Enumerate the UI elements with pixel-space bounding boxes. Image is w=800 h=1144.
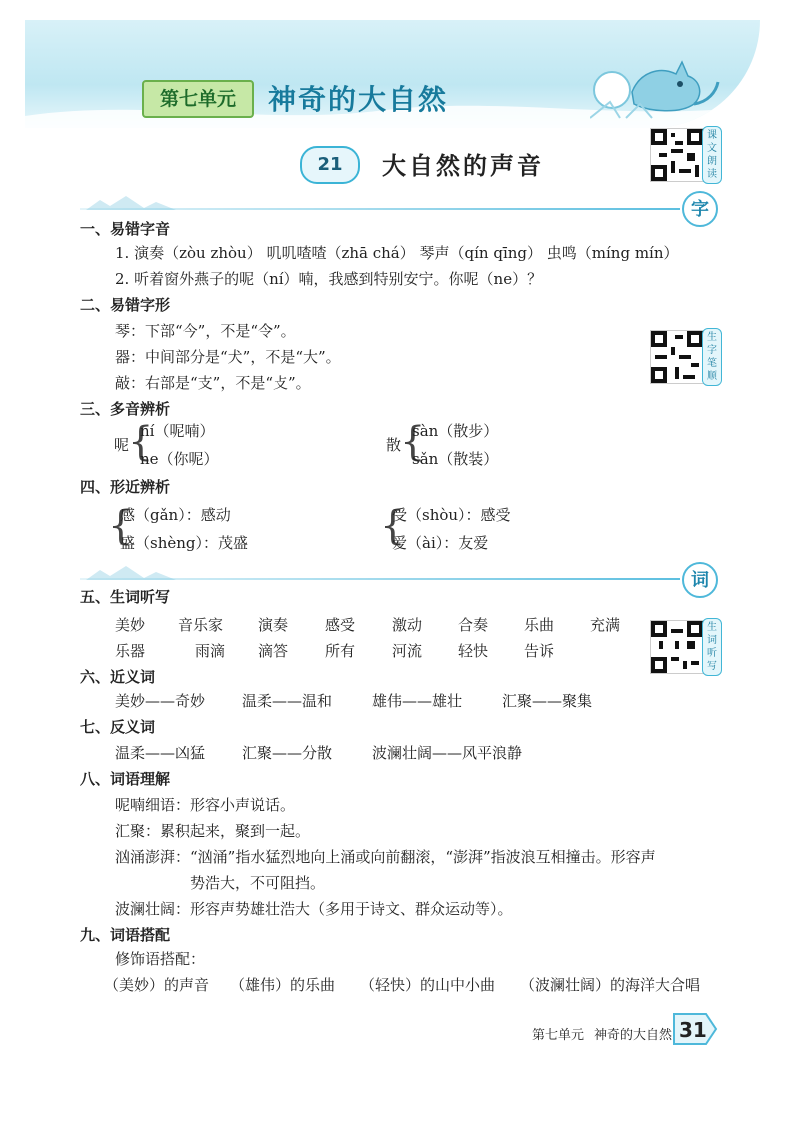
words-badge: 词: [682, 562, 718, 598]
footer-title: 神奇的大自然: [594, 1028, 673, 1043]
glyph-line-2: 器：中间部分是“犬”，不是“大”。: [115, 348, 341, 366]
meaning-line: 汹涌澎湃：“汹涌”指水猛烈地向上涌或向前翻滚，“澎湃”指波浪互相撞击。形容声: [115, 848, 656, 866]
similar-right-2: 爱（ài）：友爱: [392, 534, 489, 552]
meaning-line: 汇聚：累积起来，聚到一起。: [115, 822, 311, 840]
brace-icon: {: [128, 419, 154, 465]
qr-pattern-icon: [651, 129, 703, 181]
glyph-line-1: 琴：下部“今”，不是“令”。: [115, 322, 296, 340]
dictation-word: 乐器: [115, 642, 146, 660]
qr-code-dictation[interactable]: [650, 620, 704, 674]
polyphone-char-san: 散: [386, 436, 402, 454]
meaning-line: 呢喃细语：形容小声说话。: [115, 796, 296, 814]
section-title-dictation: 五、生词听写: [80, 588, 171, 606]
glyph-line-3: 敲：右部是“支”，不是“攴”。: [115, 374, 311, 392]
dictation-word: 音乐家: [178, 616, 224, 634]
collocation-item: （雄伟）的乐曲: [230, 976, 336, 994]
dictation-word: 感受: [325, 616, 356, 634]
antonym-pair: 波澜壮阔——风平浪静: [372, 744, 523, 762]
dictation-word: 告诉: [524, 642, 555, 660]
section-title-polyphones: 三、多音辨析: [80, 400, 171, 418]
similar-left-2: 盛（shèng）：茂盛: [120, 534, 248, 552]
dictation-word: 滴答: [258, 642, 289, 660]
synonym-pair: 温柔——温和: [242, 692, 333, 710]
collocation-intro: 修饰语搭配：: [115, 950, 206, 968]
unit-label: 第七单元: [142, 80, 254, 118]
qr-pattern-icon: [651, 331, 703, 383]
collocation-item: （美妙）的声音: [104, 976, 210, 994]
similar-right-1: 受（shòu）：感受: [392, 506, 511, 524]
synonym-pair: 汇聚——聚集: [502, 692, 593, 710]
section-title-word-meaning: 八、词语理解: [80, 770, 171, 788]
antonym-pair: 温柔——凶猛: [115, 744, 206, 762]
qr-tag-strokes: 生字笔顺: [702, 328, 722, 386]
qr-tag-reading: 课文朗读: [702, 126, 722, 184]
synonym-pair: 雄伟——雄壮: [372, 692, 463, 710]
pronunciation-line-1: 1. 演奏（zòu zhòu） 叽叽喳喳（zhā chá） 琴声（qín qīng） 虫鸣（míng mín）: [115, 244, 679, 262]
antonym-pair: 汇聚——分散: [242, 744, 333, 762]
section-title-pronunciation: 一、易错字音: [80, 220, 171, 238]
section-title-glyphs: 二、易错字形: [80, 296, 171, 314]
section-title-collocations: 九、词语搭配: [80, 926, 171, 944]
polyphone-ni-1: ní（呢喃）: [140, 422, 215, 440]
unit-title: 神奇的大自然: [268, 83, 449, 116]
polyphone-san-1: sàn（散步）: [412, 422, 499, 440]
dictation-word: 河流: [392, 642, 423, 660]
characters-badge: 字: [682, 191, 718, 227]
pronunciation-line-2: 2. 听着窗外燕子的呢（ní）喃，我感到特别安宁。你呢（ne）？: [115, 270, 543, 288]
brace-icon: {: [108, 503, 134, 549]
section-divider-words: [80, 578, 680, 580]
meaning-line: 势浩大，不可阻挡。: [190, 874, 326, 892]
collocation-item: （轻快）的山中小曲: [360, 976, 496, 994]
dictation-word: 演奏: [258, 616, 289, 634]
section-title-antonyms: 七、反义词: [80, 718, 156, 736]
qr-code-reading[interactable]: [650, 128, 704, 182]
page-number: 31: [679, 1018, 707, 1042]
qr-code-strokes[interactable]: [650, 330, 704, 384]
dictation-word: 轻快: [458, 642, 489, 660]
collocation-item: （波澜壮阔）的海洋大合唱: [520, 976, 701, 994]
brace-icon: {: [380, 503, 406, 549]
meaning-line: 波澜壮阔：形容声势雄壮浩大（多用于诗文、群众运动等）。: [115, 900, 513, 918]
lesson-number: 21: [300, 146, 360, 184]
footer-unit: 第七单元: [532, 1028, 585, 1043]
brace-icon: {: [400, 419, 426, 465]
polyphone-san-2: sǎn（散装）: [412, 450, 499, 468]
section-title-similar-shapes: 四、形近辨析: [80, 478, 171, 496]
dictation-word: 充满: [590, 616, 621, 634]
similar-left-1: 感（gǎn）：感动: [120, 506, 231, 524]
cat-with-ball-illustration: [590, 52, 720, 122]
dictation-word: 雨滴: [195, 642, 226, 660]
dictation-word: 乐曲: [524, 616, 555, 634]
dictation-word: 激动: [392, 616, 423, 634]
polyphone-char-ni: 呢: [114, 436, 130, 454]
section-title-synonyms: 六、近义词: [80, 668, 156, 686]
qr-tag-dictation: 生词听写: [702, 618, 722, 676]
polyphone-ni-2: ne（你呢）: [140, 450, 219, 468]
dictation-word: 美妙: [115, 616, 146, 634]
lesson-title: 大自然的声音: [382, 152, 544, 180]
section-divider-characters: [80, 208, 680, 210]
qr-pattern-icon: [651, 621, 703, 673]
dictation-word: 所有: [325, 642, 356, 660]
dictation-word: 合奏: [458, 616, 489, 634]
synonym-pair: 美妙——奇妙: [115, 692, 206, 710]
